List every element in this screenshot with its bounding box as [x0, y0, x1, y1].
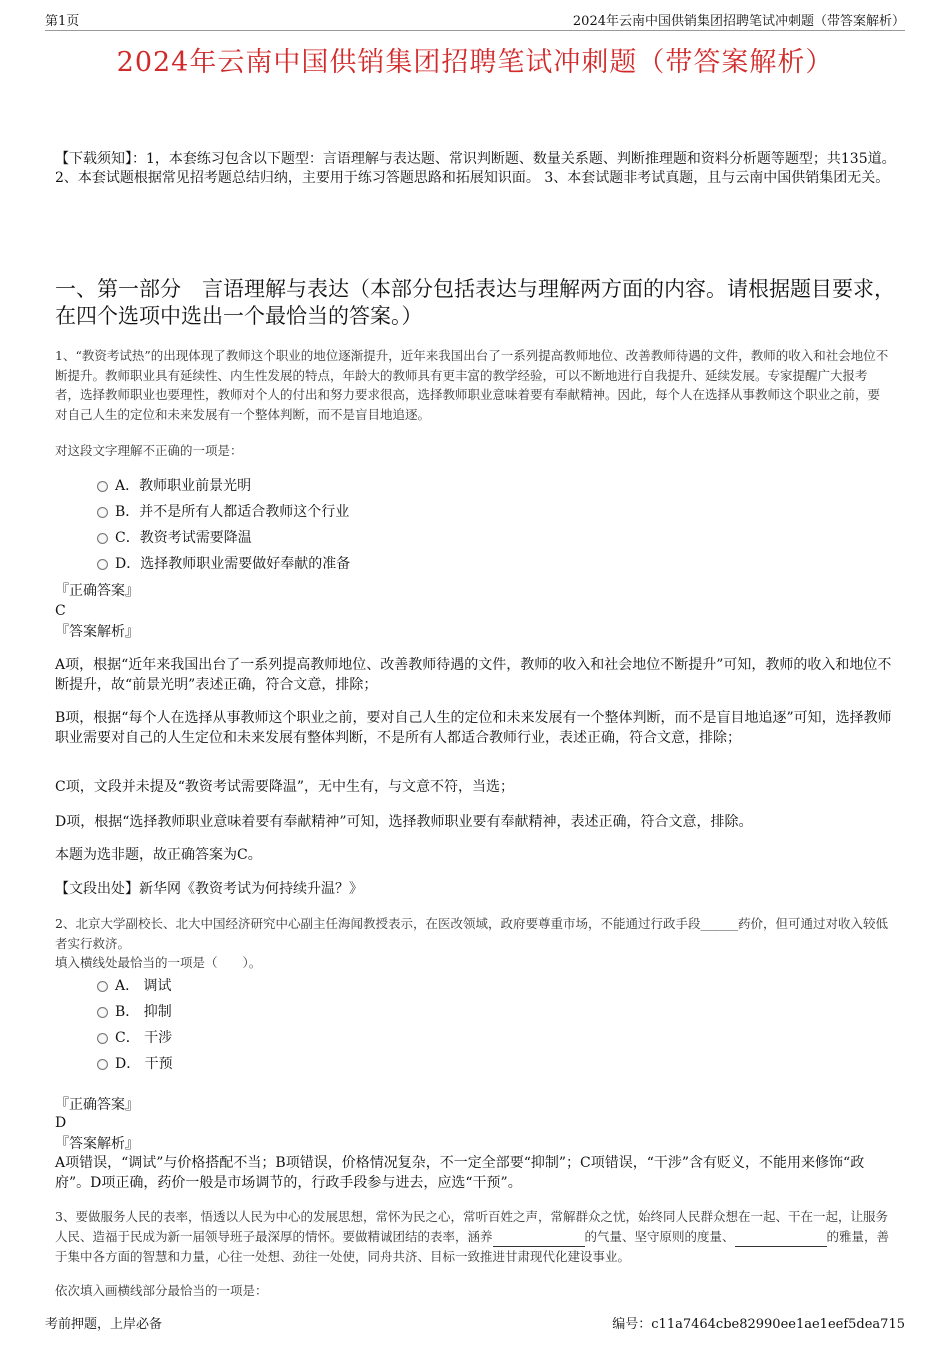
radio-icon[interactable] — [97, 533, 108, 544]
q2-analysis: A项错误，“调试”与价格搭配不当；B项错误，价格情况复杂，不一定全部要“抑制”；C项错误，“干涉”含有贬义，不能用来修饰“政府”。D项正确，药价一般是市场调节的，行政手段参与进去，应选“干预”。 — [55, 1155, 865, 1191]
footer-doc-id: 编号：c11a7464cbe82990ee1ae1eef5dea715 — [612, 1317, 905, 1332]
radio-icon[interactable] — [97, 507, 108, 518]
q1-source: 【文段出处】新华网《教资考试为何持续升温？》 — [55, 881, 363, 897]
q1-analysis-d: D项，根据“选择教师职业意味着要有奉献精神”可知，选择教师职业要有奉献精神，表述正确，符合文意，排除。 — [55, 814, 753, 830]
radio-icon[interactable] — [97, 1007, 108, 1018]
page-title: 2024年云南中国供销集团招聘笔试冲刺题（带答案解析） — [116, 47, 834, 78]
q1-option-d[interactable]: D．选择教师职业需要做好奉献的准备 — [97, 554, 350, 574]
section-heading: 一、第一部分 言语理解与表达（本部分包括表达与理解两方面的内容。请根据题目要求，在四个选项中选出一个最恰当的答案。） — [55, 277, 895, 328]
q2-option-b[interactable]: B． 抑制 — [97, 1002, 172, 1022]
q3-stem: 3、要做服务人民的表率，悟透以人民为中心的发展思想，常怀为民之心，常听百姓之声，常解群众之忧，始终同人民群众想在一起、干在一起，让服务人民、造福于民成为新一届领导班子最深厚的情怀。要做精诚团结的表率，涵养 的气量、坚守原则的度量、 的雅量，善于集中各方面的智慧和力量，心往一处想、劲往一处使，同舟共济、目标一致推进甘肃现代化建设事业。 — [55, 1209, 890, 1264]
footer-slogan: 考前押题，上岸必备 — [45, 1317, 163, 1332]
radio-icon[interactable] — [97, 1033, 108, 1044]
q2-stem: 2、北京大学副校长、北大中国经济研究中心副主任海闻教授表示，在医改领域，政府要尊重市场，不能通过行政手段______药价，但可通过对收入较低者实行救济。 — [55, 916, 888, 951]
q2-answer: D — [55, 1115, 67, 1131]
q1-conclusion: 本题为选非题，故正确答案为C。 — [55, 847, 262, 863]
q2-answer-label: 『正确答案』 — [55, 1097, 139, 1113]
q1-option-c[interactable]: C．教资考试需要降温 — [97, 528, 252, 548]
q2-analysis-label: 『答案解析』 — [55, 1136, 139, 1152]
header-doc-title: 2024年云南中国供销集团招聘笔试冲刺题（带答案解析） — [572, 14, 905, 29]
q1-answer-label: 『正确答案』 — [55, 583, 139, 599]
q1-stem: 1、“教资考试热”的出现体现了教师这个职业的地位逐渐提升，近年来我国出台了一系列提高教师地位、改善教师待遇的文件，教师的收入和社会地位不断提升。教师职业具有延续性、内生性发展的特点，年龄大的教师具有更丰富的教学经验，可以不断地进行自我提升、延续发展。专家提醒广大报考者，选择教师职业也要理性，教师对个人的付出和努力要求很高，选择教师职业意味着要有奉献精神。因此，每个人在选择从事教师这个职业之前，要对自己人生的定位和未来发展有一个整体判断，而不是盲目地追逐。 — [55, 348, 889, 422]
q3-blank-2 — [735, 1227, 827, 1248]
q1-question: 对这段文字理解不正确的一项是： — [55, 443, 243, 458]
q3-blank-1 — [493, 1227, 585, 1248]
q1-analysis-c: C项，文段并未提及“教资考试需要降温”，无中生有，与文意不符，当选； — [55, 779, 515, 795]
q2-option-d[interactable]: D． 干预 — [97, 1054, 173, 1074]
q1-answer: C — [55, 603, 66, 619]
q1-option-a[interactable]: A．教师职业前景光明 — [97, 476, 251, 496]
q1-option-b[interactable]: B．并不是所有人都适合教师这个行业 — [97, 502, 349, 522]
q2-option-a[interactable]: A． 调试 — [97, 976, 172, 996]
q2-blank: ______ — [700, 916, 738, 931]
radio-icon[interactable] — [97, 981, 108, 992]
q1-analysis-b: B项，根据“每个人在选择从事教师这个职业之前，要对自己人生的定位和未来发展有一个整体判断，而不是盲目地追逐”可知，选择教师职业需要对自己的人生定位和未来发展有整体判断，不是所有人都适合教师行业，表述正确，符合文意，排除； — [55, 710, 892, 746]
q1-analysis-a: A项，根据“近年来我国出台了一系列提高教师地位、改善教师待遇的文件，教师的收入和社会地位不断提升”可知，教师的收入和地位不断提升，故“前景光明”表述正确，符合文意，排除； — [55, 657, 892, 693]
radio-icon[interactable] — [97, 481, 108, 492]
q2-option-c[interactable]: C． 干涉 — [97, 1028, 172, 1048]
q2-question: 填入横线处最恰当的一项是（ ）。 — [55, 955, 262, 970]
radio-icon[interactable] — [97, 1059, 108, 1070]
header-divider — [45, 30, 905, 31]
radio-icon[interactable] — [97, 559, 108, 570]
q3-question: 依次填入画横线部分最恰当的一项是： — [55, 1283, 268, 1298]
download-notice: 【下载须知】：1，本套练习包含以下题型：言语理解与表达题、常识判断题、数量关系题、判断推理题和资料分析题等题型；共135道。 2、本套试题根据常见招考题总结归纳，主要用于练习答题思路和拓展知识面。 3、本套试题非考试真题，且与云南中国供销集团无关。 — [55, 151, 896, 186]
q1-analysis-label: 『答案解析』 — [55, 624, 139, 640]
page-number: 第1页 — [45, 14, 80, 29]
